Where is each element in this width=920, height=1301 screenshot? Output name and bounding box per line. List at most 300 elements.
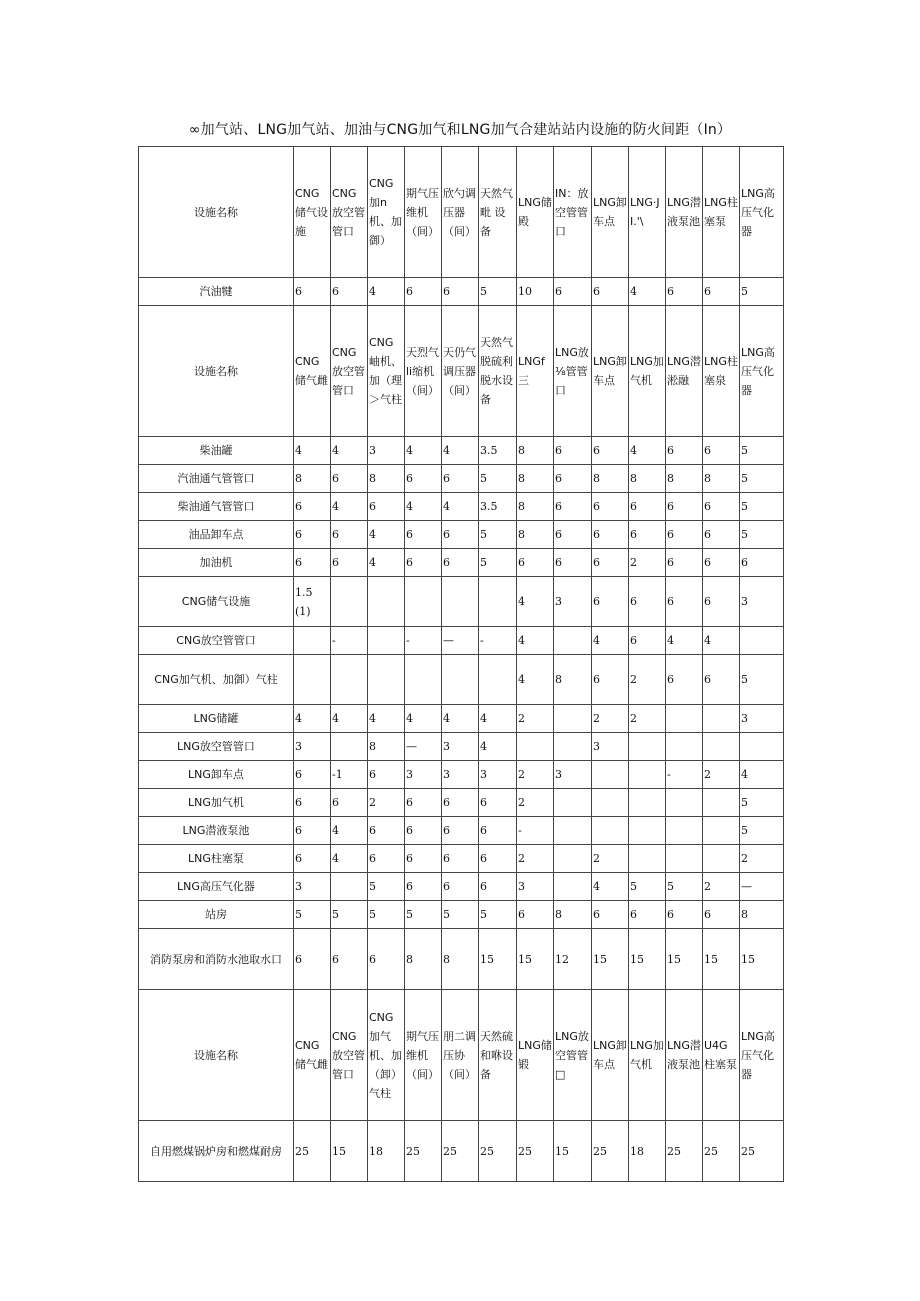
distance-cell: 25 <box>703 1121 740 1182</box>
distance-cell: 15 <box>666 929 703 990</box>
table-row <box>139 549 784 577</box>
distance-cell: 6 <box>294 493 331 521</box>
distance-cell: 4 <box>442 705 479 733</box>
column-header: 期气压维机（间） <box>405 990 442 1121</box>
distance-cell: 6 <box>517 549 554 577</box>
header-name-cell: 设施名称 <box>139 990 294 1121</box>
distance-cell: 5 <box>405 901 442 929</box>
distance-cell: 6 <box>592 521 629 549</box>
distance-cell: 6 <box>442 278 479 306</box>
distance-cell <box>331 655 368 705</box>
distance-cell: 2 <box>703 873 740 901</box>
row-label: CNG放空管管口 <box>139 627 294 655</box>
distance-cell: 15 <box>703 929 740 990</box>
table-row <box>139 789 784 817</box>
distance-cell: 6 <box>554 549 592 577</box>
column-header: CNG储气设施 <box>294 147 331 278</box>
distance-cell: 6 <box>294 549 331 577</box>
distance-cell: 15 <box>554 1121 592 1182</box>
distance-cell: 6 <box>703 521 740 549</box>
table-row <box>139 929 784 990</box>
distance-cell: 6 <box>592 549 629 577</box>
distance-cell: 6 <box>740 549 784 577</box>
distance-cell: 2 <box>592 845 629 873</box>
distance-cell: 4 <box>479 733 517 761</box>
distance-cell: 4 <box>331 493 368 521</box>
distance-cell <box>368 627 405 655</box>
distance-cell: 15 <box>479 929 517 990</box>
row-label: LNG高压气化器 <box>139 873 294 901</box>
table-row <box>139 465 784 493</box>
distance-cell: 3 <box>479 761 517 789</box>
distance-cell: 6 <box>442 873 479 901</box>
distance-cell: 4 <box>294 705 331 733</box>
distance-cell: 6 <box>294 789 331 817</box>
distance-cell: 2 <box>592 705 629 733</box>
row-label: 加油机 <box>139 549 294 577</box>
distance-cell: 8 <box>368 465 405 493</box>
distance-cell <box>554 789 592 817</box>
distance-cell: - <box>405 627 442 655</box>
table-row <box>139 437 784 465</box>
distance-cell <box>666 733 703 761</box>
distance-cell: 6 <box>331 789 368 817</box>
distance-cell: 2 <box>740 845 784 873</box>
distance-cell: 6 <box>405 278 442 306</box>
table-row <box>139 627 784 655</box>
column-header: LNG加气机 <box>629 306 666 437</box>
row-label: LNG柱塞泵 <box>139 845 294 873</box>
table-row <box>139 901 784 929</box>
distance-cell: 3 <box>405 761 442 789</box>
distance-cell: 3 <box>442 761 479 789</box>
distance-cell: 8 <box>592 465 629 493</box>
column-header: LNG高压气化器 <box>740 147 784 278</box>
distance-cell <box>554 845 592 873</box>
header-name-cell: 设施名称 <box>139 147 294 278</box>
distance-cell: 6 <box>442 521 479 549</box>
column-header: 天仍气调压器（间） <box>442 306 479 437</box>
distance-cell: 2 <box>368 789 405 817</box>
distance-cell: 5 <box>740 493 784 521</box>
column-header: 天烈气li缩机（间） <box>405 306 442 437</box>
distance-cell: 5 <box>740 465 784 493</box>
distance-cell: 25 <box>405 1121 442 1182</box>
distance-cell: 5 <box>479 901 517 929</box>
distance-cell: 5 <box>368 901 405 929</box>
distance-cell: 6 <box>294 817 331 845</box>
table-row <box>139 705 784 733</box>
distance-cell: 25 <box>479 1121 517 1182</box>
column-header: CNG加气机、加（卸）气柱 <box>368 990 405 1121</box>
distance-cell: 6 <box>629 901 666 929</box>
distance-cell: 6 <box>666 493 703 521</box>
distance-cell <box>479 655 517 705</box>
distance-cell: 4 <box>666 627 703 655</box>
distance-cell: 8 <box>368 733 405 761</box>
distance-cell: 4 <box>592 627 629 655</box>
distance-cell <box>629 733 666 761</box>
column-header: CNG岫机、加（理＞气柱 <box>368 306 405 437</box>
distance-cell: 6 <box>368 761 405 789</box>
distance-cell: 4 <box>405 705 442 733</box>
distance-cell: 25 <box>592 1121 629 1182</box>
table-row <box>139 1121 784 1182</box>
distance-cell: 2 <box>629 705 666 733</box>
distance-cell: 4 <box>629 278 666 306</box>
distance-cell: 6 <box>479 817 517 845</box>
column-header: CNG放空管管口 <box>331 990 368 1121</box>
distance-cell: 8 <box>294 465 331 493</box>
distance-cell: 6 <box>331 278 368 306</box>
distance-cell: 6 <box>592 901 629 929</box>
distance-cell: 5 <box>740 655 784 705</box>
distance-cell: 25 <box>442 1121 479 1182</box>
column-header: LNG放⅛管管口 <box>554 306 592 437</box>
distance-cell: 8 <box>554 655 592 705</box>
column-header: CNG放空管管口 <box>331 147 368 278</box>
distance-cell: 6 <box>294 521 331 549</box>
distance-cell: 3.5 <box>479 493 517 521</box>
distance-cell: -1 <box>331 761 368 789</box>
distance-cell: 25 <box>294 1121 331 1182</box>
distance-cell: 4 <box>331 437 368 465</box>
column-header: LNG·JI.'\ <box>629 147 666 278</box>
distance-cell: 2 <box>517 761 554 789</box>
distance-cell <box>740 733 784 761</box>
distance-cell: 6 <box>442 789 479 817</box>
distance-cell: 4 <box>442 493 479 521</box>
distance-cell: 5 <box>479 278 517 306</box>
distance-cell: 5 <box>629 873 666 901</box>
distance-cell <box>592 761 629 789</box>
distance-cell <box>554 627 592 655</box>
row-label: 自用燃煤锅炉房和燃煤耐房 <box>139 1121 294 1182</box>
table-row <box>139 577 784 627</box>
column-header: LNGf三 <box>517 306 554 437</box>
distance-cell: 6 <box>554 278 592 306</box>
distance-cell: 18 <box>368 1121 405 1182</box>
column-header: 天然气毗 设备 <box>479 147 517 278</box>
distance-cell: 6 <box>405 789 442 817</box>
distance-cell: 4 <box>368 705 405 733</box>
column-header: LNG卸车点 <box>592 990 629 1121</box>
table-header-row <box>139 306 784 437</box>
distance-cell: 8 <box>517 465 554 493</box>
table-row <box>139 278 784 306</box>
distance-cell: 18 <box>629 1121 666 1182</box>
distance-cell: 15 <box>740 929 784 990</box>
table-row <box>139 873 784 901</box>
table-row <box>139 761 784 789</box>
distance-cell: 4 <box>592 873 629 901</box>
distance-cell: 6 <box>666 901 703 929</box>
distance-cell <box>629 761 666 789</box>
distance-cell: 6 <box>331 465 368 493</box>
distance-cell: — <box>740 873 784 901</box>
row-label: 柴油通气管管口 <box>139 493 294 521</box>
distance-cell <box>666 789 703 817</box>
distance-cell <box>629 845 666 873</box>
distance-cell: 25 <box>666 1121 703 1182</box>
row-label: LNG卸车点 <box>139 761 294 789</box>
distance-cell: 12 <box>554 929 592 990</box>
distance-cell <box>703 845 740 873</box>
distance-cell: 5 <box>740 817 784 845</box>
table-row <box>139 493 784 521</box>
row-label: LNG加气机 <box>139 789 294 817</box>
distance-cell: 6 <box>368 493 405 521</box>
distance-cell: 3 <box>740 577 784 627</box>
distance-cell <box>629 789 666 817</box>
distance-cell <box>592 789 629 817</box>
column-header: LNG高压气化器 <box>740 990 784 1121</box>
distance-cell <box>629 817 666 845</box>
distance-cell: 6 <box>405 465 442 493</box>
distance-cell: 3 <box>294 733 331 761</box>
distance-cell: 6 <box>479 789 517 817</box>
distance-cell: 4 <box>294 437 331 465</box>
column-header: LNG高压气化器 <box>740 306 784 437</box>
distance-cell: 4 <box>368 278 405 306</box>
distance-cell: 5 <box>740 789 784 817</box>
distance-cell <box>554 733 592 761</box>
distance-cell: 6 <box>405 521 442 549</box>
distance-cell: 6 <box>294 278 331 306</box>
distance-cell: 6 <box>666 521 703 549</box>
distance-cell: 4 <box>740 761 784 789</box>
column-header: LNG储殿 <box>517 147 554 278</box>
distance-cell: 6 <box>331 521 368 549</box>
distance-cell: 5 <box>740 278 784 306</box>
distance-cell <box>554 817 592 845</box>
distance-cell: 2 <box>517 705 554 733</box>
distance-cell <box>405 655 442 705</box>
distance-cell: 5 <box>331 901 368 929</box>
distance-cell: 8 <box>629 465 666 493</box>
row-label: LNG潜液泵池 <box>139 817 294 845</box>
distance-cell: 6 <box>703 577 740 627</box>
distance-cell <box>368 655 405 705</box>
distance-cell: 4 <box>703 627 740 655</box>
distance-cell: 6 <box>666 655 703 705</box>
distance-cell: 6 <box>442 465 479 493</box>
distance-cell: 5 <box>479 549 517 577</box>
distance-cell: 6 <box>703 549 740 577</box>
row-label: CNG加气机、加御）气柱 <box>139 655 294 705</box>
distance-cell: 6 <box>666 577 703 627</box>
distance-cell: 6 <box>294 845 331 873</box>
distance-cell: 3 <box>442 733 479 761</box>
row-label: 消防泵房和消防水池取水口 <box>139 929 294 990</box>
distance-cell: 4 <box>517 655 554 705</box>
column-header: 期气压维机（间） <box>405 147 442 278</box>
distance-cell: 4 <box>368 549 405 577</box>
distance-cell: 6 <box>629 627 666 655</box>
header-name-cell: 设施名称 <box>139 306 294 437</box>
distance-cell: 4 <box>405 493 442 521</box>
table-row <box>139 817 784 845</box>
fire-distance-table <box>138 146 784 1182</box>
column-header: 天然气脱硫利脱水设备 <box>479 306 517 437</box>
distance-cell: - <box>331 627 368 655</box>
distance-cell: - <box>517 817 554 845</box>
table-row <box>139 845 784 873</box>
distance-cell: 6 <box>442 845 479 873</box>
table-header-row <box>139 990 784 1121</box>
distance-cell: 15 <box>331 1121 368 1182</box>
distance-cell: 6 <box>554 437 592 465</box>
column-header: 朋二调压协（间） <box>442 990 479 1121</box>
distance-cell: — <box>442 627 479 655</box>
distance-cell <box>331 577 368 627</box>
distance-cell: 6 <box>479 845 517 873</box>
distance-cell: 2 <box>703 761 740 789</box>
distance-cell <box>294 627 331 655</box>
distance-cell: 6 <box>703 655 740 705</box>
row-label: 汽油犍 <box>139 278 294 306</box>
distance-cell: 8 <box>442 929 479 990</box>
distance-cell: 15 <box>592 929 629 990</box>
column-header: LNG潜淞融 <box>666 306 703 437</box>
distance-cell: 6 <box>331 929 368 990</box>
distance-cell: 6 <box>666 437 703 465</box>
distance-cell: 6 <box>331 549 368 577</box>
distance-cell: - <box>666 761 703 789</box>
distance-cell: 6 <box>703 278 740 306</box>
distance-cell: 4 <box>331 705 368 733</box>
distance-cell: 2 <box>629 549 666 577</box>
row-label: 柴油罐 <box>139 437 294 465</box>
distance-cell: 5 <box>479 465 517 493</box>
document-title: ∞加气站、LNG加气站、加油与CNG加气和LNG加气合建站站内设施的防火间距（In） <box>188 122 732 138</box>
distance-cell: 3.5 <box>479 437 517 465</box>
distance-cell: 8 <box>554 901 592 929</box>
distance-cell: 4 <box>331 845 368 873</box>
distance-cell <box>368 577 405 627</box>
distance-cell: 6 <box>554 493 592 521</box>
column-header: CNG储气雌 <box>294 990 331 1121</box>
column-header: 天然硫和咻设备 <box>479 990 517 1121</box>
distance-cell: 3 <box>368 437 405 465</box>
distance-cell: 6 <box>703 437 740 465</box>
column-header: LNG潜液泵池 <box>666 990 703 1121</box>
distance-cell <box>666 817 703 845</box>
distance-cell: 3 <box>517 873 554 901</box>
distance-cell: 8 <box>740 901 784 929</box>
distance-cell: 6 <box>629 577 666 627</box>
distance-cell: 25 <box>740 1121 784 1182</box>
column-header: LNG柱塞泉 <box>703 306 740 437</box>
distance-cell: 5 <box>740 521 784 549</box>
distance-cell: 6 <box>517 901 554 929</box>
distance-cell: 6 <box>666 549 703 577</box>
distance-cell: 6 <box>405 845 442 873</box>
distance-cell: 6 <box>405 549 442 577</box>
distance-cell: 6 <box>405 817 442 845</box>
distance-cell: 8 <box>517 493 554 521</box>
distance-cell: 5 <box>442 901 479 929</box>
distance-cell <box>479 577 517 627</box>
distance-cell: 15 <box>629 929 666 990</box>
distance-cell <box>331 873 368 901</box>
column-header: IN：放空管管口 <box>554 147 592 278</box>
distance-cell: 1.5 (1) <box>294 577 331 627</box>
distance-cell <box>703 817 740 845</box>
distance-cell: 4 <box>479 705 517 733</box>
table-row <box>139 733 784 761</box>
distance-cell: 6 <box>368 929 405 990</box>
column-header: LNG加气机 <box>629 990 666 1121</box>
distance-cell <box>703 705 740 733</box>
row-label: 油品卸车点 <box>139 521 294 549</box>
distance-cell: 5 <box>294 901 331 929</box>
distance-cell: 6 <box>629 521 666 549</box>
distance-cell: 6 <box>703 901 740 929</box>
distance-cell <box>592 817 629 845</box>
distance-cell: 6 <box>442 549 479 577</box>
distance-cell: 5 <box>368 873 405 901</box>
table-header-row <box>139 147 784 278</box>
distance-cell: 4 <box>368 521 405 549</box>
distance-cell: 6 <box>554 465 592 493</box>
distance-cell: 3 <box>740 705 784 733</box>
distance-cell: - <box>479 627 517 655</box>
distance-cell: 10 <box>517 278 554 306</box>
distance-cell <box>554 705 592 733</box>
distance-cell: 25 <box>517 1121 554 1182</box>
column-header: CNG储气雌 <box>294 306 331 437</box>
column-header: U4G柱塞泵 <box>703 990 740 1121</box>
distance-cell: 2 <box>517 789 554 817</box>
distance-cell: 4 <box>405 437 442 465</box>
column-header: CNG加n机、加御） <box>368 147 405 278</box>
distance-cell: 6 <box>592 577 629 627</box>
distance-cell: 2 <box>629 655 666 705</box>
distance-cell <box>331 733 368 761</box>
distance-cell: 6 <box>368 817 405 845</box>
distance-cell <box>294 655 331 705</box>
column-header: 欣勺调压器（间） <box>442 147 479 278</box>
distance-cell: 5 <box>666 873 703 901</box>
distance-cell: 4 <box>629 437 666 465</box>
distance-cell: 6 <box>554 521 592 549</box>
distance-cell <box>740 627 784 655</box>
column-header: LNG放空管管□ <box>554 990 592 1121</box>
distance-cell: — <box>405 733 442 761</box>
column-header: LNG储锻 <box>517 990 554 1121</box>
distance-cell: 5 <box>479 521 517 549</box>
distance-cell: 6 <box>405 873 442 901</box>
distance-cell: 6 <box>294 761 331 789</box>
distance-cell: 6 <box>479 873 517 901</box>
distance-cell <box>517 733 554 761</box>
distance-cell: 6 <box>442 817 479 845</box>
distance-cell: 6 <box>592 278 629 306</box>
distance-cell: 4 <box>442 437 479 465</box>
distance-cell: 8 <box>666 465 703 493</box>
table-row <box>139 521 784 549</box>
column-header: LNG卸车点 <box>592 147 629 278</box>
distance-cell: 8 <box>703 465 740 493</box>
column-header: LNG潜液泵池 <box>666 147 703 278</box>
row-label: 汽油通气管管口 <box>139 465 294 493</box>
distance-cell <box>703 789 740 817</box>
distance-cell: 6 <box>368 845 405 873</box>
distance-cell <box>442 655 479 705</box>
row-label: 站房 <box>139 901 294 929</box>
distance-cell: 4 <box>331 817 368 845</box>
